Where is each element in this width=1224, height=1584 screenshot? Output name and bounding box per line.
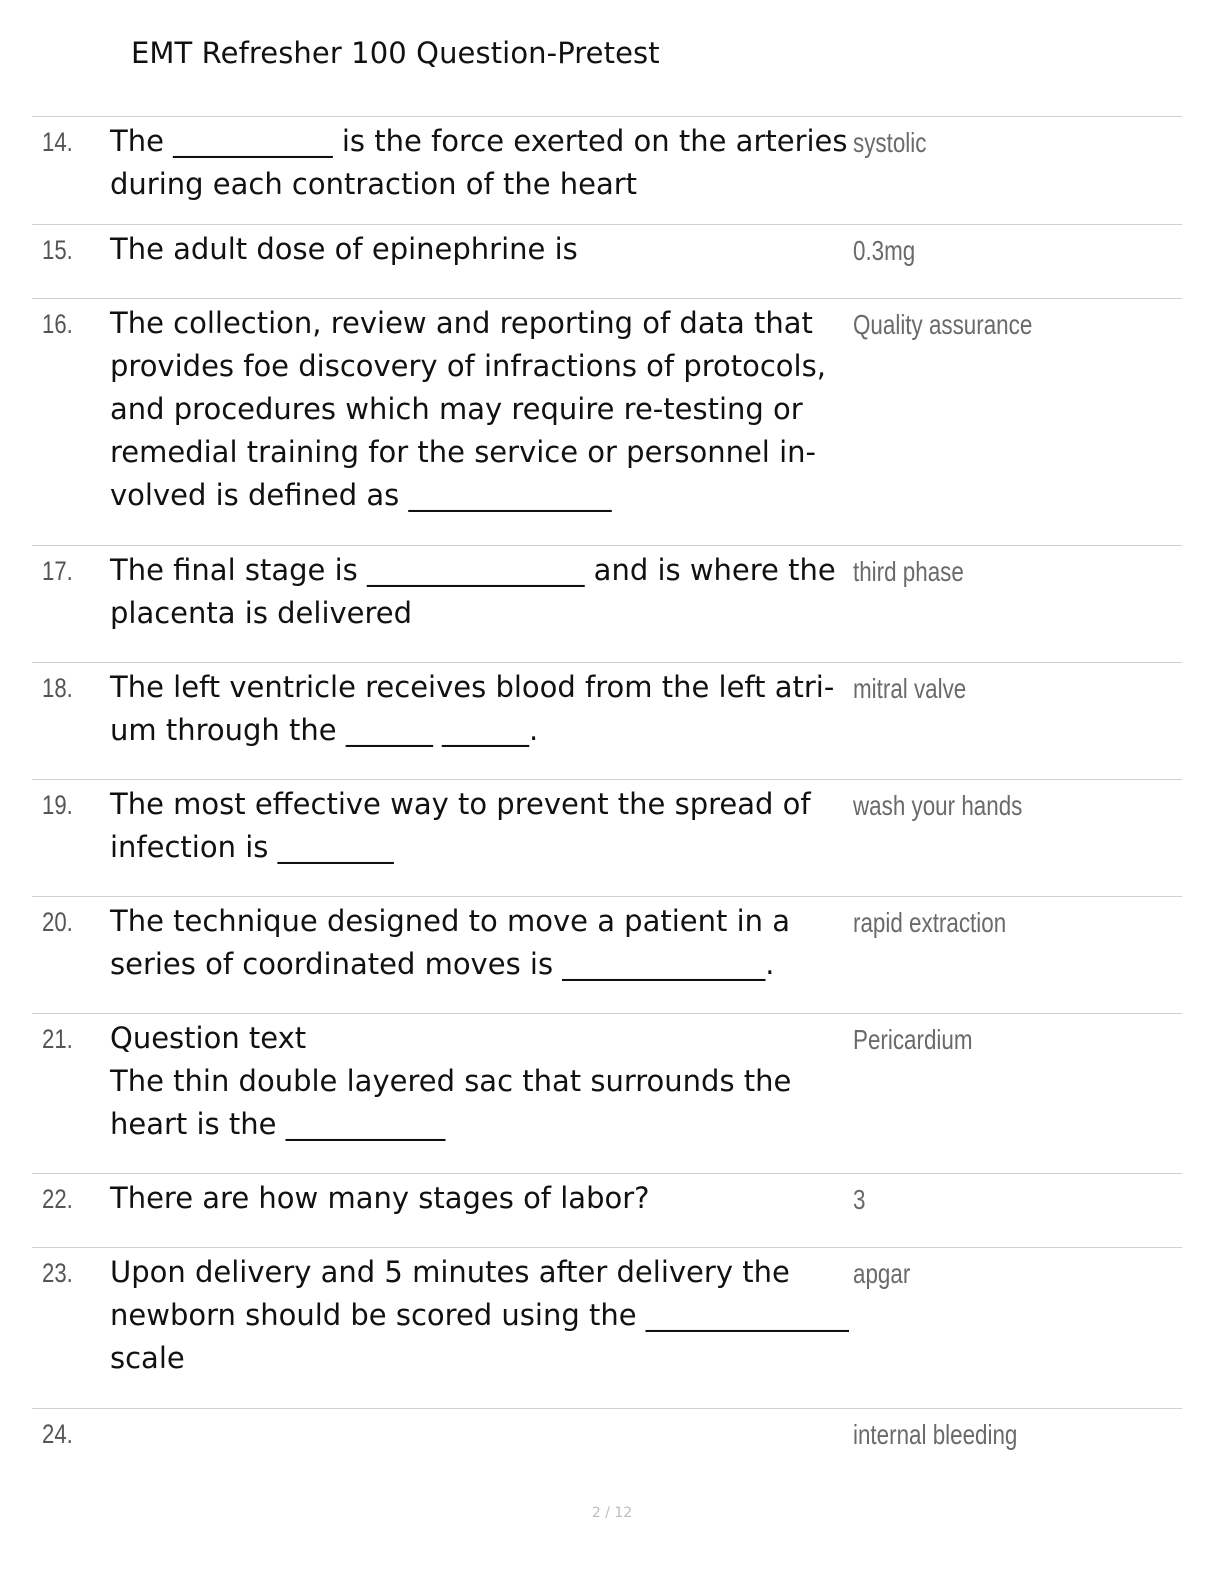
question-text-line: scale [110, 1341, 185, 1375]
handwritten-answer: Pericardium [853, 1024, 973, 1055]
question-text [110, 120, 850, 206]
question-list [32, 116, 1182, 1493]
question-text [110, 900, 850, 986]
question-row [32, 780, 1182, 897]
question-number: 19. [42, 790, 73, 820]
handwritten-answer: apgar [853, 1258, 911, 1289]
question-number: 14. [42, 127, 73, 157]
question-text-line: during each contraction of the heart [110, 167, 638, 201]
handwritten-answer: rapid extraction [853, 907, 1007, 938]
question-number: 21. [42, 1024, 73, 1054]
question-number: 16. [42, 309, 73, 339]
question-text-line: newborn should be scored using the ______________ [110, 1298, 849, 1332]
question-text-line: series of coordinated moves is ______________. [110, 947, 775, 981]
question-row [32, 299, 1182, 546]
question-number: 22. [42, 1184, 73, 1214]
question-number: 23. [42, 1258, 73, 1288]
question-text-line: The thin double layered sac that surrounds the [110, 1064, 792, 1098]
handwritten-answer: 3 [853, 1184, 866, 1215]
question-text [110, 228, 850, 271]
page-title: EMT Refresher 100 Question-Pretest [131, 36, 660, 70]
question-text-line: provides foe discovery of infractions of protocols, [110, 349, 826, 383]
question-text-line: The final stage is _______________ and is where the [110, 553, 836, 587]
question-text [110, 302, 850, 517]
question-number: 15. [42, 235, 73, 265]
question-text-line: placenta is delivered [110, 596, 413, 630]
question-text-line: heart is the ___________ [110, 1107, 446, 1141]
question-text-line: The most effective way to prevent the spread of [110, 787, 811, 821]
question-text-line: infection is ________ [110, 830, 394, 864]
handwritten-answer: internal bleeding [853, 1419, 1018, 1450]
question-text-line: The ___________ is the force exerted on the arteries [110, 124, 848, 158]
question-text [110, 1017, 850, 1146]
question-number: 17. [42, 556, 73, 586]
question-row [32, 1014, 1182, 1174]
question-row [32, 1248, 1182, 1409]
question-text-line: The technique designed to move a patient in a [110, 904, 791, 938]
question-text-line: um through the ______ ______. [110, 713, 539, 747]
handwritten-answer: wash your hands [853, 790, 1023, 821]
handwritten-answer: third phase [853, 556, 964, 587]
question-text [110, 666, 850, 752]
question-text-line: remedial training for the service or personnel in- [110, 435, 816, 469]
question-text-line: The adult dose of epinephrine is [110, 232, 578, 266]
question-row [32, 1174, 1182, 1248]
question-number: 20. [42, 907, 73, 937]
question-row [32, 897, 1182, 1014]
question-text-line: The left ventricle receives blood from the left atri- [110, 670, 835, 704]
handwritten-answer: Quality assurance [853, 309, 1033, 340]
handwritten-answer: systolic [853, 127, 927, 158]
handwritten-answer: 0.3mg [853, 235, 916, 266]
question-text-line: Upon delivery and 5 minutes after delivery the [110, 1255, 790, 1289]
question-text-line: and procedures which may require re-testing or [110, 392, 803, 426]
question-row [32, 663, 1182, 780]
question-text [110, 1251, 850, 1380]
question-row [32, 225, 1182, 299]
question-row [32, 546, 1182, 663]
question-row [32, 117, 1182, 225]
question-number: 18. [42, 673, 73, 703]
question-text-line: volved is defined as ______________ [110, 478, 612, 512]
question-text-line: The collection, review and reporting of data that [110, 306, 813, 340]
question-text-line: There are how many stages of labor? [110, 1181, 650, 1215]
question-text [110, 549, 850, 635]
question-text-line: Question text [110, 1021, 307, 1055]
question-row [32, 1409, 1182, 1493]
question-number: 24. [42, 1419, 73, 1449]
question-text [110, 1177, 850, 1220]
question-text [110, 783, 850, 869]
handwritten-answer: mitral valve [853, 673, 967, 704]
page-indicator: 2 / 12 [591, 1505, 633, 1521]
